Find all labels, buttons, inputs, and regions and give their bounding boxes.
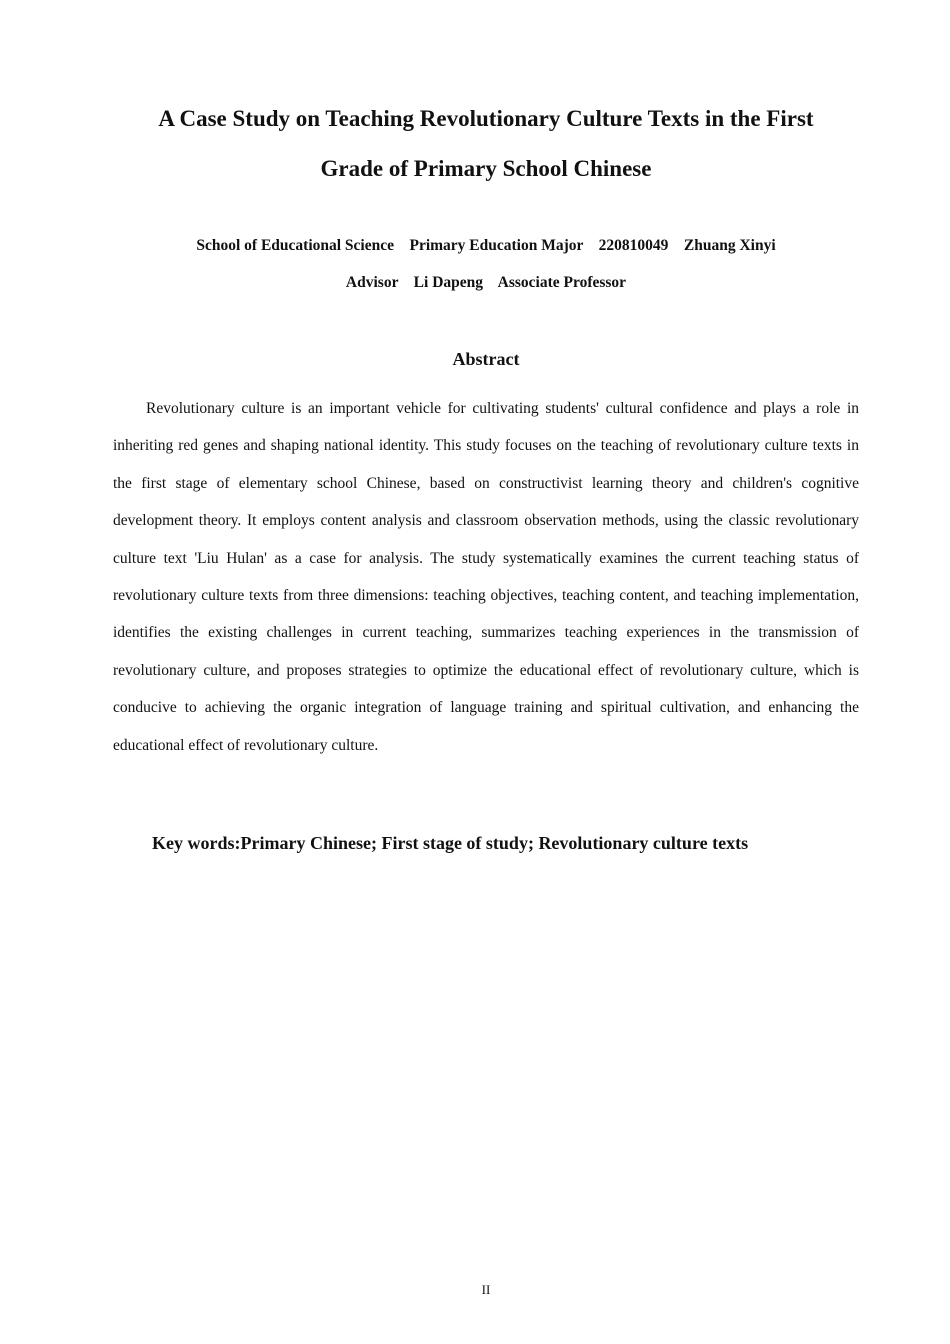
paper-title-line-1: A Case Study on Teaching Revolutionary Culture Texts in the First	[158, 106, 814, 131]
author-info: School of Educational Science Primary Education Major 220810049 Zhuang Xinyi	[196, 237, 776, 254]
page-number: II	[481, 1282, 491, 1297]
keywords: Key words:Primary Chinese; First stage of study; Revolutionary culture texts	[152, 833, 749, 853]
paper-title-line-2: Grade of Primary School Chinese	[320, 156, 652, 181]
abstract-heading: Abstract	[452, 349, 520, 369]
paper-title	[100, 94, 872, 194]
abstract-body: Revolutionary culture is an important vehicle for cultivating students' cultural confidence and plays a role in inheriting red genes and shaping national identity. This study focuses on the teaching of revolutionary culture texts in the first stage of elementary school Chinese, based on constructivist learning theory and children's cognitive development theory. It employs content analysis and classroom observation methods, using the classic revolutionary culture text 'Liu Hulan' as a case for analysis. The study systematically examines the current teaching status of revolutionary culture texts from three dimensions: teaching objectives, teaching content, and teaching implementation, identifies the existing challenges in current teaching, summarizes teaching experiences in the transmission of revolutionary culture, and proposes strategies to optimize the educational effect of revolutionary culture, which is conducive to achieving the organic integration of language training and spiritual cultivation, and enhancing the educational effect of revolutionary culture.	[113, 400, 859, 754]
advisor-info: Advisor Li Dapeng Associate Professor	[345, 274, 627, 291]
